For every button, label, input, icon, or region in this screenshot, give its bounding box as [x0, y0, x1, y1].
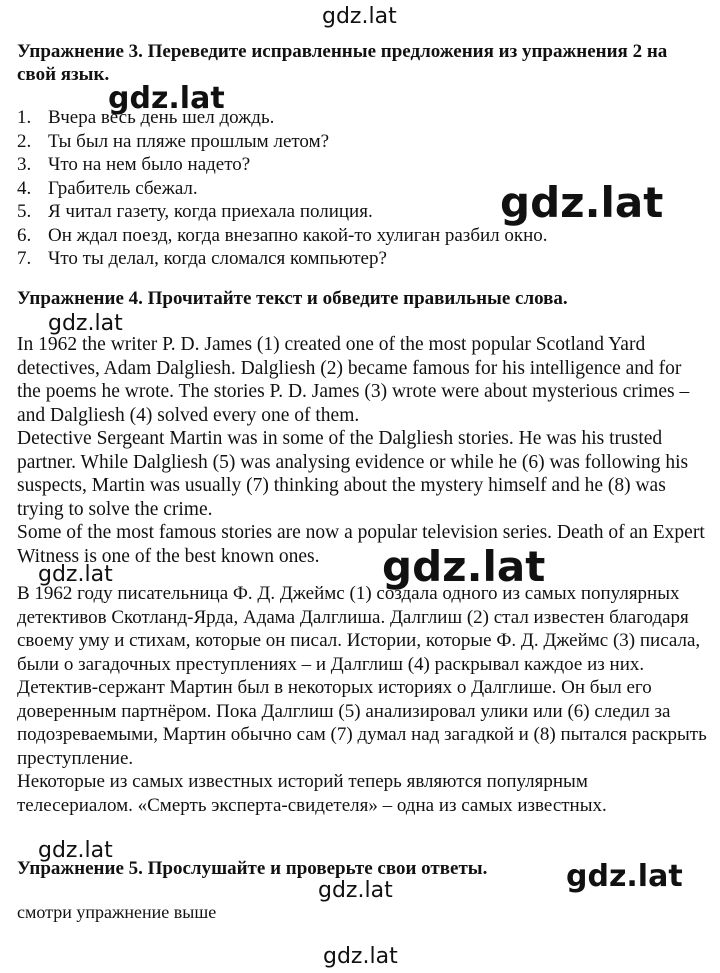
paragraph: In 1962 the writer P. D. James (1) created one of the most popular Scotland Yard detectives, Adam Dalgliesh. Dalgliesh (2) became famous for his intelligence and for the poems he wrote. The stories P. D. James (3) wrote were about mysterious crimes – and Dalgliesh (4) solved every one of them. — [17, 334, 690, 426]
list-item: 3. Что на нем было надето? — [17, 154, 251, 175]
exercise-5-note: смотри упражнение выше — [17, 902, 217, 922]
watermark: gdz.lat — [323, 944, 398, 969]
list-item: 1. Вчера весь день шел дождь. — [17, 107, 275, 128]
list-item: 5. Я читал газету, когда приехала полиция. — [17, 201, 373, 222]
paragraph: Некоторые из самых известных историй теперь являются популярным телесериалом. «Смерть эксперта-свидетеля» – одна из самых известных. — [17, 771, 607, 816]
watermark: gdz.lat — [38, 838, 113, 863]
exercise-5-heading: Упражнение 5. Прослушайте и проверьте свои ответы. — [17, 858, 488, 879]
watermark: gdz.lat — [322, 4, 397, 29]
paragraph: Detective Sergeant Martin was in some of the Dalgliesh stories. He was his trusted partner. While Dalgliesh (5) was analysing evidence or while he (6) was following his suspects, Martin was usually (7) thinking about the mystery himself and he (8) was trying to solve the crime. — [17, 428, 689, 520]
list-item: 4. Грабитель сбежал. — [17, 177, 198, 199]
paragraph: Some of the most famous stories are now a popular television series. Death of an Expert Witness is one of the best known ones. — [17, 522, 705, 567]
watermark: gdz.lat — [500, 178, 664, 227]
list-item: 7. Что ты делал, когда сломался компьютер? — [17, 248, 387, 269]
exercise-3-heading: Упражнение 3. Переведите исправленные предложения из упражнения 2 на свой язык. — [17, 41, 668, 85]
watermark: gdz.lat — [108, 81, 225, 116]
paragraph: В 1962 году писательница Ф. Д. Джеймс (1) создала одного из самых популярных детективов Скотланд-Ярда, Адама Далглиша. Далглиш (2) стал известен благодаря своему уму и стихам, которые он писал. Истории, которые Ф. Д. Джеймс (3) писала, были о загадочных преступлениях – и Далглиш (4) раскрывал каждое из них. — [17, 583, 701, 675]
list-item: 6. Он ждал поезд, когда внезапно какой-то хулиган разбил окно. — [17, 224, 548, 246]
exercise-3-list — [17, 106, 548, 271]
watermark: gdz.lat — [566, 859, 683, 894]
russian-text — [17, 582, 707, 817]
watermark: gdz.lat — [48, 311, 123, 336]
paragraph: Детектив-сержант Мартин был в некоторых историях о Далглише. Он был его доверенным партнёром. Пока Далглиш (5) анализировал улики или (6) следил за подозреваемыми, Мартин обычно сам (7) думал над загадкой и (8) пытался раскрыть преступление. — [17, 677, 707, 769]
english-text — [17, 333, 707, 568]
exercise-4-heading: Упражнение 4. Прочитайте текст и обведите правильные слова. — [17, 288, 568, 309]
watermark: gdz.lat — [382, 542, 546, 591]
watermark: gdz.lat — [318, 878, 393, 903]
list-item: 2. Ты был на пляже прошлым летом? — [17, 130, 330, 152]
watermark: gdz.lat — [38, 562, 113, 587]
